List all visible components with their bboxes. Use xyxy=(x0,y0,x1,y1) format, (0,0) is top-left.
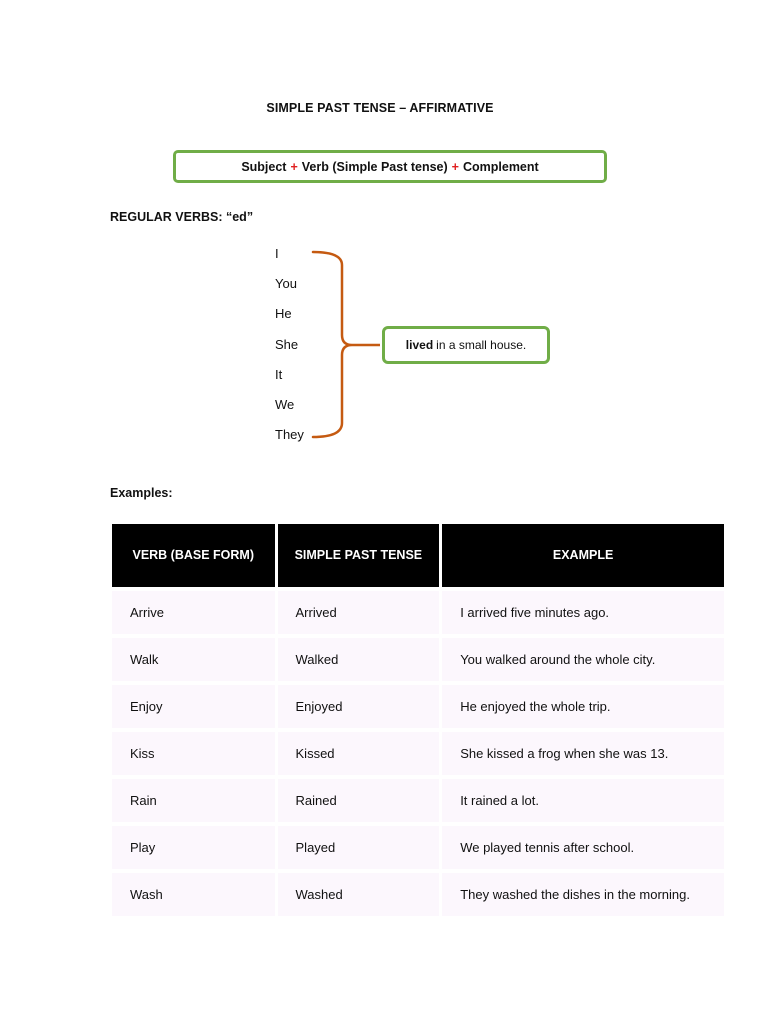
table-row xyxy=(112,732,724,779)
lived-example-box xyxy=(382,326,550,364)
pronoun-we: We xyxy=(275,397,295,412)
cell-past: Played xyxy=(278,826,440,873)
cell-base: Wash xyxy=(112,873,275,920)
cell-example: We played tennis after school. xyxy=(442,826,724,873)
formula-verb: Verb (Simple Past tense) xyxy=(301,159,448,174)
pronoun-you: You xyxy=(275,276,297,291)
table-row xyxy=(112,587,724,638)
pronoun-she: She xyxy=(275,337,299,352)
page-title: SIMPLE PAST TENSE – AFFIRMATIVE xyxy=(266,101,494,115)
cell-base: Kiss xyxy=(112,732,275,779)
table-row xyxy=(112,685,724,732)
cell-example: I arrived five minutes ago. xyxy=(442,587,724,638)
cell-base: Rain xyxy=(112,779,275,826)
cell-base: Arrive xyxy=(112,587,275,638)
cell-example: He enjoyed the whole trip. xyxy=(442,685,724,732)
cell-example: They washed the dishes in the morning. xyxy=(442,873,724,920)
header-verb-base-form: VERB (BASE FORM) xyxy=(112,524,275,587)
formula-plus: + xyxy=(451,159,459,174)
formula-complement: Complement xyxy=(462,159,539,174)
formula-box xyxy=(173,150,607,183)
table-header-row xyxy=(112,524,724,587)
header-simple-past-tense: SIMPLE PAST TENSE xyxy=(278,524,440,587)
cell-example: She kissed a frog when she was 13. xyxy=(442,732,724,779)
examples-heading: Examples: xyxy=(110,486,173,500)
cell-past: Enjoyed xyxy=(278,685,440,732)
table-row xyxy=(112,826,724,873)
cell-example: It rained a lot. xyxy=(442,779,724,826)
cell-past: Washed xyxy=(278,873,440,920)
table-row xyxy=(112,638,724,685)
pronoun-they: They xyxy=(275,427,304,442)
cell-past: Kissed xyxy=(278,732,440,779)
verbs-table xyxy=(109,524,727,920)
table-row xyxy=(112,873,724,920)
pronoun-he: He xyxy=(275,306,292,321)
cell-past: Arrived xyxy=(278,587,440,638)
curly-bracket-icon xyxy=(300,245,380,445)
formula-plus: + xyxy=(290,159,298,174)
cell-base: Play xyxy=(112,826,275,873)
formula-subject: Subject xyxy=(241,159,287,174)
pronoun-i: I xyxy=(275,246,279,261)
lived-rest: in a small house. xyxy=(436,338,527,352)
lived-verb: lived xyxy=(405,338,434,352)
cell-example: You walked around the whole city. xyxy=(442,638,724,685)
header-example: EXAMPLE xyxy=(442,524,724,587)
regular-verbs-heading: REGULAR VERBS: “ed” xyxy=(110,210,254,224)
cell-past: Rained xyxy=(278,779,440,826)
pronoun-it: It xyxy=(275,367,283,382)
cell-base: Enjoy xyxy=(112,685,275,732)
cell-base: Walk xyxy=(112,638,275,685)
table-row xyxy=(112,779,724,826)
cell-past: Walked xyxy=(278,638,440,685)
